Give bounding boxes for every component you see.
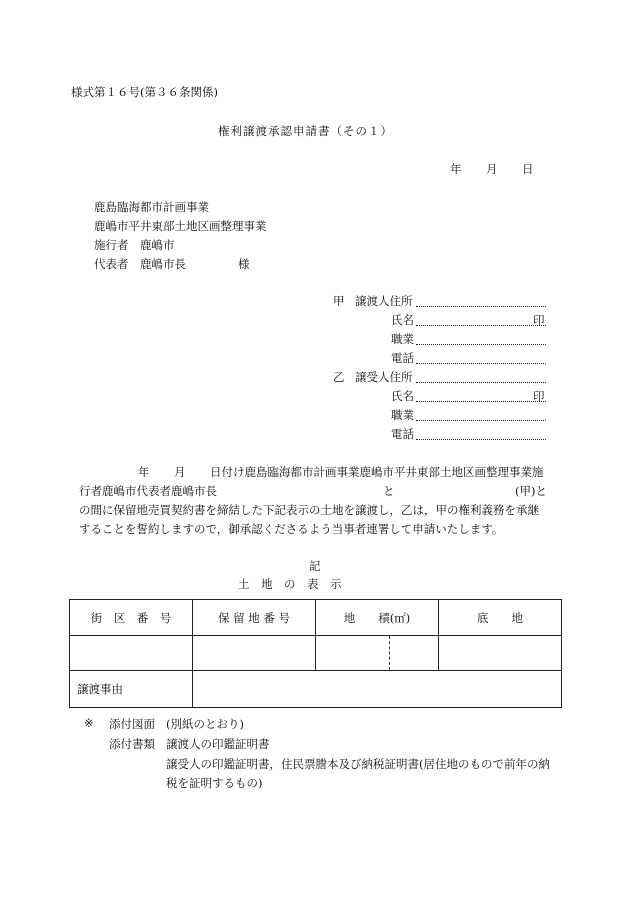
transferor-party: 甲 — [333, 294, 345, 308]
transferee-address-label: 譲受人住所 — [355, 370, 413, 384]
transferee-seal: 印 — [533, 389, 545, 403]
table-row — [70, 636, 562, 671]
land-table — [69, 599, 562, 708]
transferee-address-field[interactable] — [416, 382, 546, 383]
addressee-operator: 施行者 鹿嶋市 — [94, 238, 175, 252]
attached-drawings-label: 添付図面 — [109, 717, 155, 731]
transferee-occupation-label: 職業 — [391, 408, 414, 422]
transferor-name-label: 氏名 — [391, 313, 414, 327]
transferor-address-label: 譲渡人住所 — [355, 294, 413, 308]
cell-lot-number[interactable] — [193, 636, 316, 671]
date-month: 月 — [486, 162, 498, 176]
area-decimal-divider — [389, 636, 390, 670]
body-line2-to: と — [383, 484, 395, 498]
col-block-number-label: 街 区 番 号 — [90, 610, 172, 625]
body-line2-end: (甲)と — [515, 484, 547, 498]
transfer-reason-row — [70, 671, 562, 708]
body-month: 月 — [174, 465, 186, 479]
document-title: 権利譲渡承認申請書（その１） — [218, 124, 393, 138]
note-mark: ※ — [84, 716, 94, 730]
attached-document-2-line2: 税を証明するもの) — [166, 776, 263, 790]
transferee-party: 乙 — [333, 370, 345, 384]
transferor-name-field[interactable] — [416, 325, 546, 326]
body-year: 年 — [138, 465, 150, 479]
transferee-name-label: 氏名 — [391, 389, 414, 403]
cell-area[interactable] — [316, 636, 439, 671]
col-lot-number-label: 保 留 地 番 号 — [217, 610, 291, 625]
body-line2-start: 行者鹿嶋市代表者鹿嶋市長 — [79, 484, 217, 498]
transferee-phone-field[interactable] — [416, 439, 546, 440]
attached-drawings-value: (別紙のとおり) — [166, 717, 244, 731]
table-header-row — [70, 600, 562, 636]
transferee-occupation-field[interactable] — [416, 420, 546, 421]
transferee-name-field[interactable] — [416, 401, 546, 402]
ki-heading: 記 — [309, 559, 321, 573]
attached-documents-label: 添付書類 — [109, 737, 155, 751]
col-lot-number — [193, 600, 316, 636]
col-block-number — [70, 600, 193, 636]
form-number: 様式第１６号(第３６条関係) — [71, 85, 218, 99]
transferor-occupation-label: 職業 — [391, 332, 414, 346]
transferor-phone-label: 電話 — [391, 351, 414, 365]
transferor-occupation-field[interactable] — [416, 344, 546, 345]
transfer-reason-label-cell — [70, 671, 193, 708]
cell-underlying-land[interactable] — [439, 636, 562, 671]
date-year: 年 — [450, 162, 462, 176]
body-line1: 日付け鹿島臨海都市計画事業鹿嶋市平井東部土地区画整理事業施 — [210, 465, 544, 479]
date-day: 日 — [522, 162, 534, 176]
addressee-project: 鹿島臨海都市計画事業 — [94, 200, 209, 214]
col-underlying-land — [439, 600, 562, 636]
addressee-representative: 代表者 鹿嶋市長 — [94, 257, 186, 271]
transferee-phone-label: 電話 — [391, 427, 414, 441]
transfer-reason-label: 譲渡事由 — [77, 682, 123, 696]
attached-document-1: 譲渡人の印鑑証明書 — [166, 737, 270, 751]
col-area-label: 地 積(㎡) — [343, 610, 411, 625]
addressee-honorific: 様 — [238, 257, 250, 271]
col-area — [316, 600, 439, 636]
transferor-address-field[interactable] — [416, 306, 546, 307]
transferor-phone-field[interactable] — [416, 363, 546, 364]
attached-document-2-line1: 譲受人の印鑑証明書，住民票謄本及び納税証明書(居住地のもので前年の納 — [166, 757, 550, 771]
cell-block-number[interactable] — [70, 636, 193, 671]
transfer-reason-field[interactable] — [193, 671, 562, 708]
transferor-seal: 印 — [533, 313, 545, 327]
body-line4: することを誓約しますので，御承認くださるよう当事者連署して申請いたします。 — [79, 522, 504, 536]
addressee-subproject: 鹿嶋市平井東部土地区画整理事業 — [94, 219, 267, 233]
col-underlying-land-label: 底 地 — [477, 610, 523, 625]
table-title: 土 地 の 表 示 — [238, 577, 342, 591]
body-line3: の間に保留地売買契約書を締結した下記表示の土地を譲渡し，乙は，甲の権利義務を承継 — [79, 503, 539, 517]
